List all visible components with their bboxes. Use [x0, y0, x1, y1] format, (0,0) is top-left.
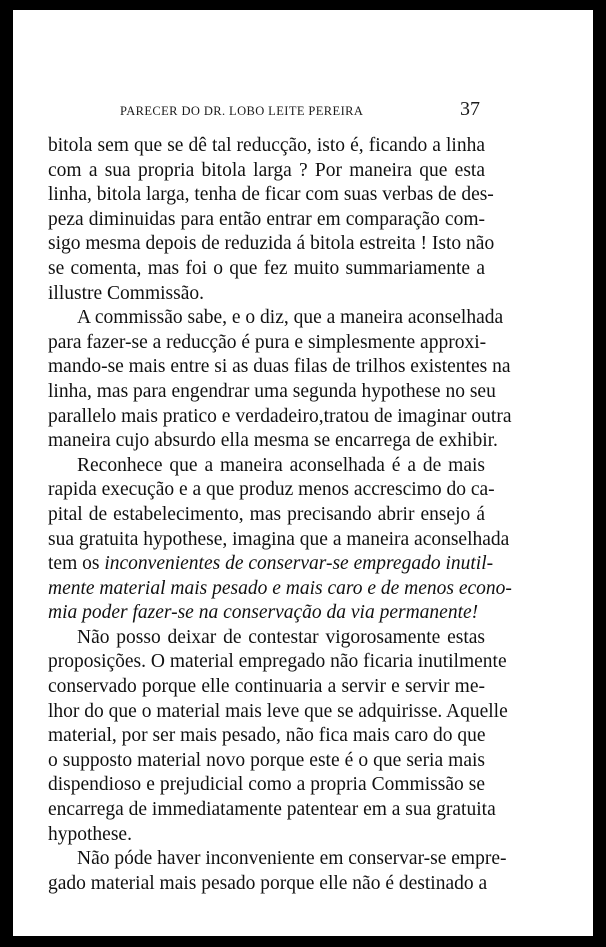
italic-line: mia poder fazer-se na conservação da via permanente! — [48, 602, 479, 624]
text-line: linha, bitola larga, tenha de ficar com suas verbas de des- — [48, 184, 494, 206]
text-line: parallelo mais pratico e verdadeiro,tratou de imaginar outra — [48, 405, 512, 427]
text-line: o supposto material novo porque este é o que seria mais — [48, 749, 485, 771]
paragraph-1 — [48, 134, 495, 306]
text-line: para fazer-se a reducção é pura e simplesmente approxi- — [48, 331, 487, 353]
text-line: com a sua propria bitola larga ? Por maneira que esta — [48, 159, 485, 181]
text-line: peza diminuidas para então entrar em comparação com- — [48, 208, 485, 230]
text-line: dispendioso e prejudicial como a propria Commissão se — [48, 774, 485, 796]
italic-segment: inconvenientes de conservar-se empregado inutil- — [104, 553, 494, 575]
paragraph-2 — [48, 306, 512, 454]
text-line: proposições. O material empregado não ficaria inutilmente — [48, 651, 507, 673]
running-head: PARECER DO DR. LOBO LEITE PEREIRA — [120, 104, 364, 118]
text-line: bitola sem que se dê tal reducção, isto é, ficando a linha — [48, 135, 485, 156]
paragraph-4 — [48, 626, 508, 847]
text-line: A commissão sabe, e o diz, que a maneira aconselhada — [77, 307, 504, 329]
paragraph-5 — [48, 847, 507, 896]
text-line: mando-se mais entre si as duas filas de trilhos existentes na — [48, 356, 511, 378]
text-line: lhor do que o material mais leve que se adquirisse. Aquelle — [48, 700, 508, 722]
book-page — [13, 10, 593, 936]
text-line: sigo mesma depois de reduzida á bitola estreita ! Isto não — [48, 233, 495, 255]
paragraph-3 — [48, 454, 512, 626]
text-line: rapida execução e a que produz menos accrescimo do ca- — [48, 479, 495, 501]
text-line: Não póde haver inconveniente em conservar-se empre- — [77, 848, 507, 870]
text-line: hypothese. — [48, 823, 132, 845]
page-number: 37 — [460, 98, 480, 120]
text-line: gado material mais pesado porque elle não é destinado a — [48, 872, 488, 894]
text-line: se comenta, mas foi o que fez muito summariamente a — [48, 257, 485, 279]
text-line: Reconhece que a maneira aconselhada é a de mais — [77, 454, 485, 476]
body-text — [48, 134, 512, 896]
text-line: encarrega de immediatamente patentear em a sua gratuita — [48, 799, 496, 821]
page-header — [13, 98, 593, 125]
italic-line: mente material mais pesado e mais caro e de menos econo- — [48, 577, 512, 599]
text-line: material, por ser mais pesado, não fica mais caro do que — [48, 725, 486, 747]
text-line: pital de estabelecimento, mas precisando abrir ensejo á — [48, 503, 485, 525]
text-line: illustre Commissão. — [48, 282, 204, 304]
text-line: conservado porque elle continuaria a servir e servir me- — [48, 676, 485, 698]
text-line: sua gratuita hypothese, imagina que a maneira aconselhada — [48, 528, 510, 550]
text-line: maneira cujo absurdo ella mesma se encarrega de exhibir. — [48, 430, 498, 452]
text-segment: tem os — [48, 553, 105, 575]
text-line: Não posso deixar de contestar vigorosamente estas — [77, 626, 485, 648]
text-line: linha, mas para engendrar uma segunda hypothese no seu — [48, 380, 496, 402]
text-line-mixed — [48, 552, 494, 577]
